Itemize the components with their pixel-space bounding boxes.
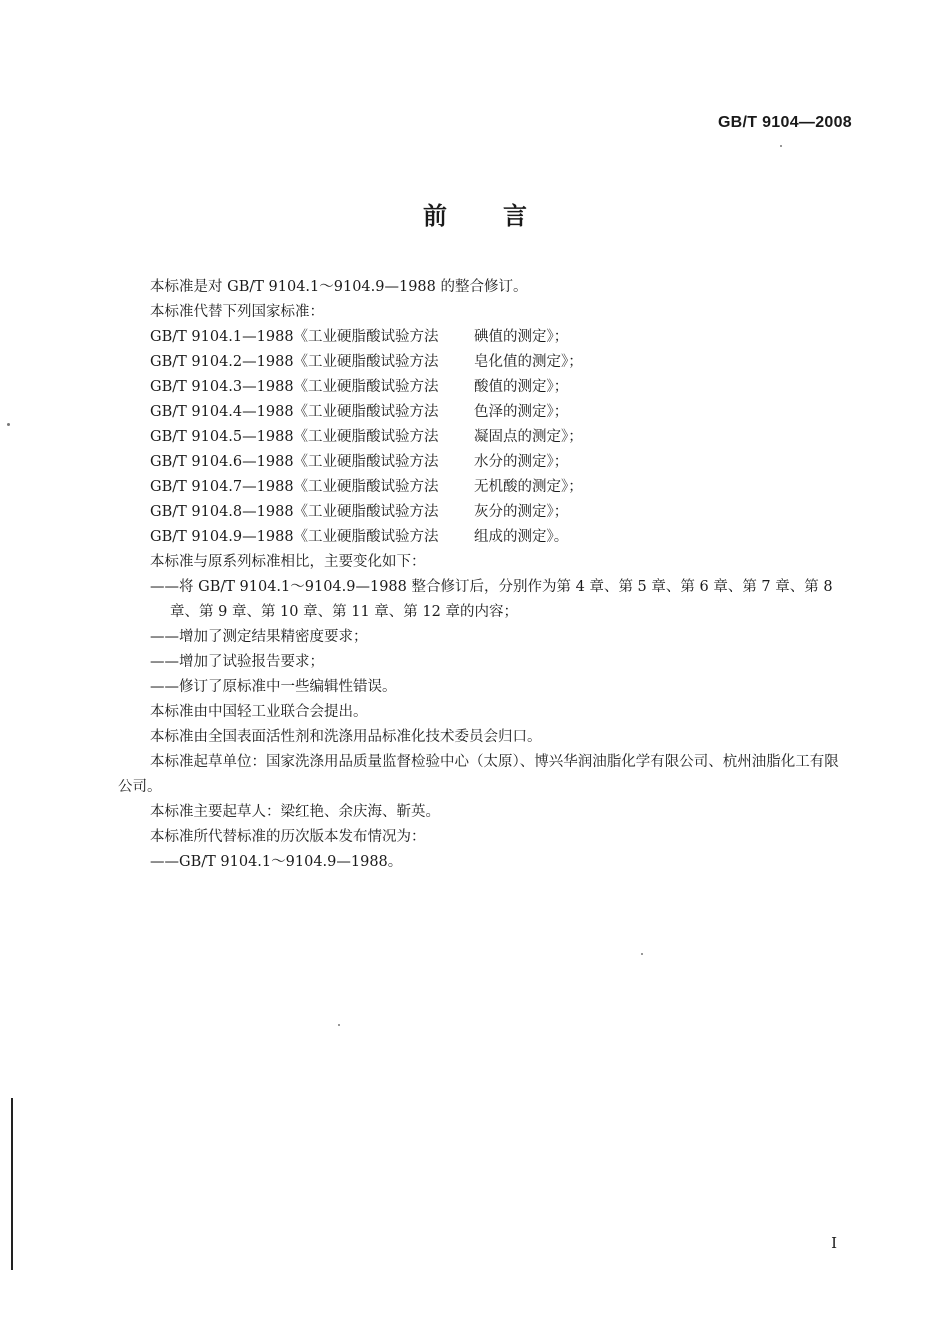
standard-code-text: GB/T 9104.5—1988《工业硬脂酸试验方法 [150,429,439,445]
standard-code-text: GB/T 9104.3—1988《工业硬脂酸试验方法 [150,379,439,395]
list-item: ——增加了测定结果精密度要求； [150,629,368,645]
list-item [118,450,853,475]
list-item: ——修订了原标准中一些编辑性错误。 [150,679,397,695]
paragraph-history-intro: 本标准所代替标准的历次版本发布情况为： [150,829,426,845]
changes-list [118,575,853,700]
list-item: ——将 GB/T 9104.1～9104.9—1988 整合修订后，分别作为第 4 章、第 5 章、第 6 章、第 7 章、第 8 章、第 9 章、第 10 章、第 11 章、第 12 章的内容； [150,579,833,620]
list-item [118,500,853,525]
scan-speck [780,145,782,147]
standard-code-text: GB/T 9104.2—1988《工业硬脂酸试验方法 [150,354,439,370]
standard-code-text: GB/T 9104.1—1988《工业硬脂酸试验方法 [150,329,439,345]
list-item [118,475,853,500]
standard-item-text: 碘值的测定》； [474,329,569,345]
page-title: 前言 [423,202,583,230]
scan-edge-mark [11,1098,13,1270]
scan-speck [7,423,10,426]
paragraph-jurisdiction: 本标准由全国表面活性剂和洗涤用品标准化技术委员会归口。 [150,729,542,745]
list-item [118,350,853,375]
paragraph-replaces: 本标准代替下列国家标准： [150,304,324,320]
standard-item-text: 水分的测定》； [474,454,569,470]
list-item [118,375,853,400]
list-item [118,525,853,550]
standard-code-text: GB/T 9104.8—1988《工业硬脂酸试验方法 [150,504,439,520]
list-item [118,325,853,350]
standard-item-text: 皂化值的测定》； [474,354,583,370]
scan-speck [338,1024,340,1026]
standard-code-text: GB/T 9104.7—1988《工业硬脂酸试验方法 [150,479,439,495]
standard-code-text: GB/T 9104.9—1988《工业硬脂酸试验方法 [150,529,439,545]
standard-item-text: 酸值的测定》； [474,379,569,395]
replaced-standards-list [118,325,853,550]
standard-item-text: 无机酸的测定》； [474,479,583,495]
standard-code-text: GB/T 9104.4—1988《工业硬脂酸试验方法 [150,404,439,420]
paragraph-drafting-units: 本标准起草单位：国家洗涤用品质量监督检验中心（太原）、博兴华润油脂化学有限公司、杭州油脂化工有限公司。 [118,754,839,795]
list-item: ——GB/T 9104.1～9104.9—1988。 [150,854,403,870]
page-number: I [831,1234,837,1252]
list-item [118,425,853,450]
standard-item-text: 凝固点的测定》； [474,429,583,445]
list-item [118,400,853,425]
standard-item-text: 组成的测定》。 [474,529,569,545]
list-item: ——增加了试验报告要求； [150,654,324,670]
standard-item-text: 色泽的测定》； [474,404,569,420]
scan-speck [641,953,643,955]
foreword-body [118,275,853,875]
standard-item-text: 灰分的测定》； [474,504,569,520]
paragraph-revision: 本标准是对 GB/T 9104.1～9104.9—1988 的整合修订。 [150,279,528,295]
paragraph-changes-intro: 本标准与原系列标准相比，主要变化如下： [150,554,426,570]
standard-code-text: GB/T 9104.6—1988《工业硬脂酸试验方法 [150,454,439,470]
paragraph-proposed-by: 本标准由中国轻工业联合会提出。 [150,704,368,720]
standard-code: GB/T 9104—2008 [717,114,852,131]
paragraph-drafters: 本标准主要起草人：梁红艳、余庆海、靳英。 [150,804,440,820]
